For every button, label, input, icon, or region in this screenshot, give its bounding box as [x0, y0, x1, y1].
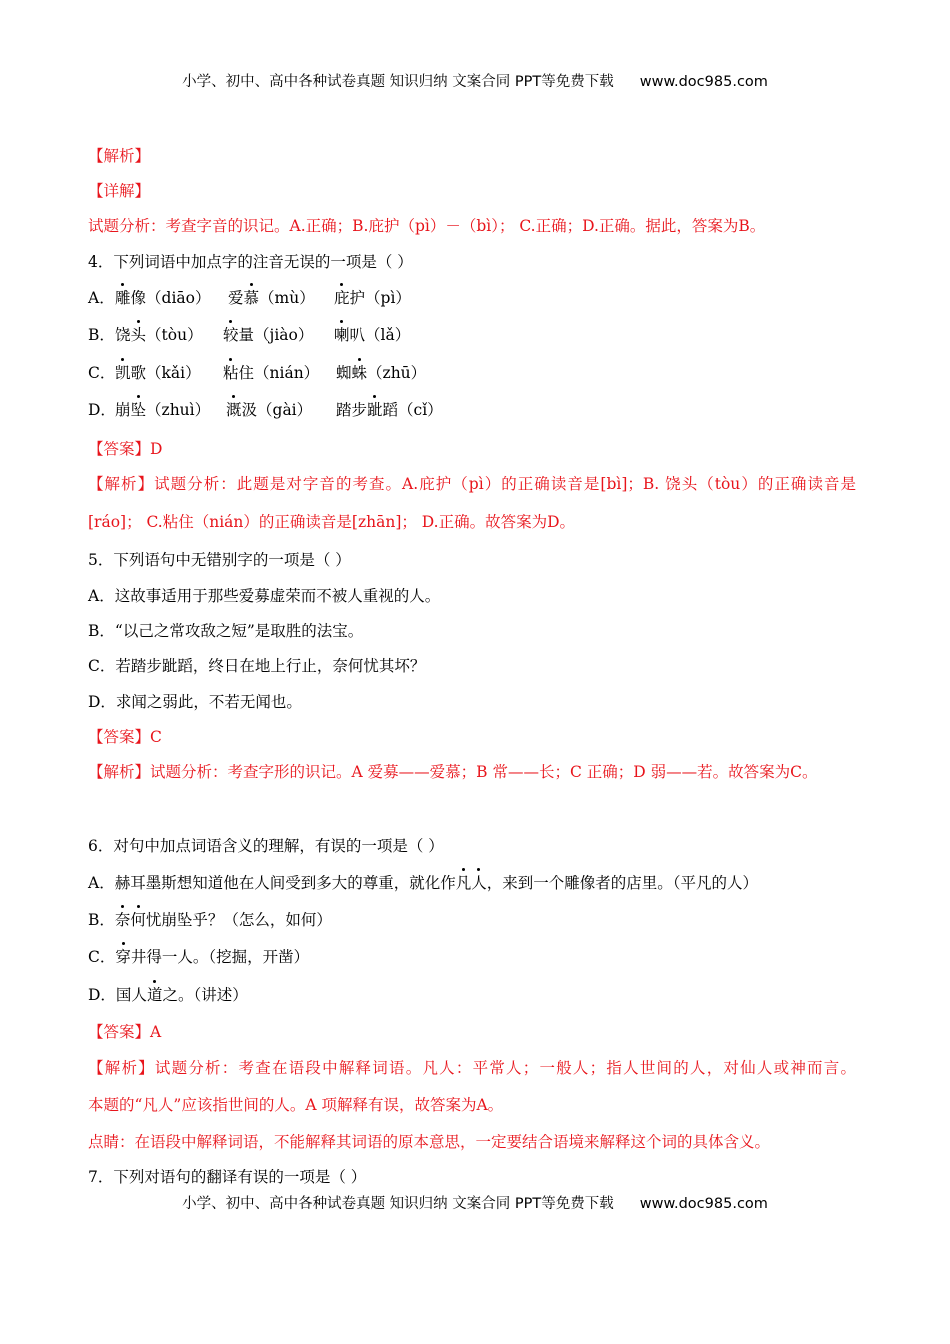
option-label: B． — [88, 326, 115, 344]
q6-stem: 6．对句中加点词语含义的理解，有误的一项是（ ） — [88, 837, 444, 855]
q4-analysis-line1: 【解析】试题分析：此题是对字音的考查。A.庇护（pì）的正确读音是[bì]；B. 饶头（tòu）的正确读音是 — [88, 475, 856, 493]
dotted-char: 慕 — [243, 289, 260, 307]
option-item: 凯歌（kǎi） — [115, 364, 201, 382]
option-label: D． — [88, 401, 116, 419]
option-item: 雕像（diāo） — [115, 289, 211, 307]
q5-option-c: C．若踏步跐蹈，终日在地上行止，奈何忧其坏？ — [88, 657, 426, 675]
option-item: 粘住（nián） — [223, 364, 320, 382]
option-item: 蜘蛛（zhū） — [336, 364, 427, 382]
q4-stem: 4．下列词语中加点字的注音无误的一项是（ ） — [88, 253, 413, 271]
option-item: 踏步跐蹈（cǐ） — [336, 401, 443, 419]
q4-option-b — [88, 325, 411, 345]
q3-jiexi-tag: 【解析】 — [88, 147, 151, 165]
dotted-char: 雕 — [115, 289, 131, 307]
q7-stem: 7．下列对语句的翻译有误的一项是（ ） — [88, 1168, 367, 1186]
dotted-char: 溉 — [226, 401, 242, 419]
q4-option-a — [88, 288, 411, 308]
dotted-char: 较 — [223, 326, 239, 344]
header-site[interactable]: www.doc985.com — [639, 74, 768, 90]
dotted-char: 何 — [130, 911, 146, 929]
dotted-char: 穿 — [115, 948, 131, 966]
option-item: 庇护（pì） — [334, 289, 411, 307]
q6-option-d: D．国人道之。（讲述） — [88, 986, 248, 1004]
dotted-char: 坠 — [130, 401, 147, 419]
option-item: 爱慕（mù） — [228, 289, 315, 307]
q6-analysis-line1: 【解析】试题分析：考查在语段中解释词语。凡人：平常人；一般人；指人世间的人，对仙人或神而言。 — [88, 1059, 856, 1077]
footer-text: 小学、初中、高中各种试卷真题 知识归纳 文案合同 PPT等免费下载 — [182, 1196, 614, 1212]
dotted-char: 人 — [471, 874, 487, 892]
q6-option-c: C．穿井得一人。（挖掘，开凿） — [88, 948, 310, 966]
q5-option-d: D．求闻之弱此，不若无闻也。 — [88, 693, 302, 711]
q3-xiangjie-tag: 【详解】 — [88, 182, 151, 200]
dotted-char: 道 — [146, 986, 163, 1004]
option-item: 较量（jiào） — [223, 326, 314, 344]
dotted-char: 喇 — [334, 326, 350, 344]
q6-option-b: B．奈何忧崩坠乎？（怎么，如何） — [88, 911, 332, 929]
header-text: 小学、初中、高中各种试卷真题 知识归纳 文案合同 PPT等免费下载 — [182, 74, 614, 90]
dotted-char: 蛛 — [351, 364, 368, 382]
q4-option-d — [88, 400, 443, 420]
q6-analysis-line2: 本题的“凡人”应该指世间的人。A 项解释有误，故答案为A。 — [88, 1096, 504, 1114]
dotted-char: 粘 — [223, 364, 239, 382]
q3-analysis: 试题分析：考查字音的识记。A.正确；B.庇护（pì）－（bì）； C.正确；D.正确。据此，答案为B。 — [88, 217, 766, 235]
option-label: A． — [88, 289, 115, 307]
page-footer — [0, 1192, 950, 1213]
q6-dianjing: 点睛：在语段中解释词语，不能解释其词语的原本意思，一定要结合语境来解释这个词的具体含义。 — [88, 1133, 771, 1151]
q6-answer: 【答案】A — [88, 1023, 162, 1041]
q4-analysis-line2: [ráo]； C.粘住（nián）的正确读音是[zhān]； D.正确。故答案为D。 — [88, 513, 576, 531]
page-header — [0, 70, 950, 91]
footer-site[interactable]: www.doc985.com — [639, 1196, 768, 1212]
q4-answer: 【答案】D — [88, 440, 163, 458]
q6-option-a: A．赫耳墨斯想知道他在人间受到多大的尊重，就化作凡人，来到一个雕像者的店里。（平凡的人） — [88, 874, 758, 892]
dotted-char: 跐 — [367, 401, 383, 419]
option-item: 崩坠（zhuì） — [115, 401, 211, 419]
dotted-char: 奈 — [114, 911, 131, 929]
option-item: 溉汲（gài） — [226, 401, 313, 419]
q5-analysis: 【解析】试题分析：考查字形的识记。A 爱募——爱慕；B 常——长；C 正确；D 弱——若。故答案为C。 — [88, 763, 818, 781]
q5-answer: 【答案】C — [88, 728, 162, 746]
q4-option-c — [88, 363, 427, 383]
dotted-char: 头 — [130, 326, 147, 344]
q5-option-b: B．“以己之常攻敌之短”是取胜的法宝。 — [88, 622, 364, 640]
option-item: 饶头（tòu） — [115, 326, 203, 344]
option-item: 喇叭（lǎ） — [334, 326, 411, 344]
q5-stem: 5．下列语句中无错别字的一项是（ ） — [88, 551, 351, 569]
dotted-char: 庇 — [334, 289, 350, 307]
dotted-char: 凯 — [115, 364, 131, 382]
q5-option-a: A．这故事适用于那些爱募虚荣而不被人重视的人。 — [88, 587, 441, 605]
option-label: C． — [88, 364, 116, 382]
dotted-char: 凡 — [455, 874, 472, 892]
